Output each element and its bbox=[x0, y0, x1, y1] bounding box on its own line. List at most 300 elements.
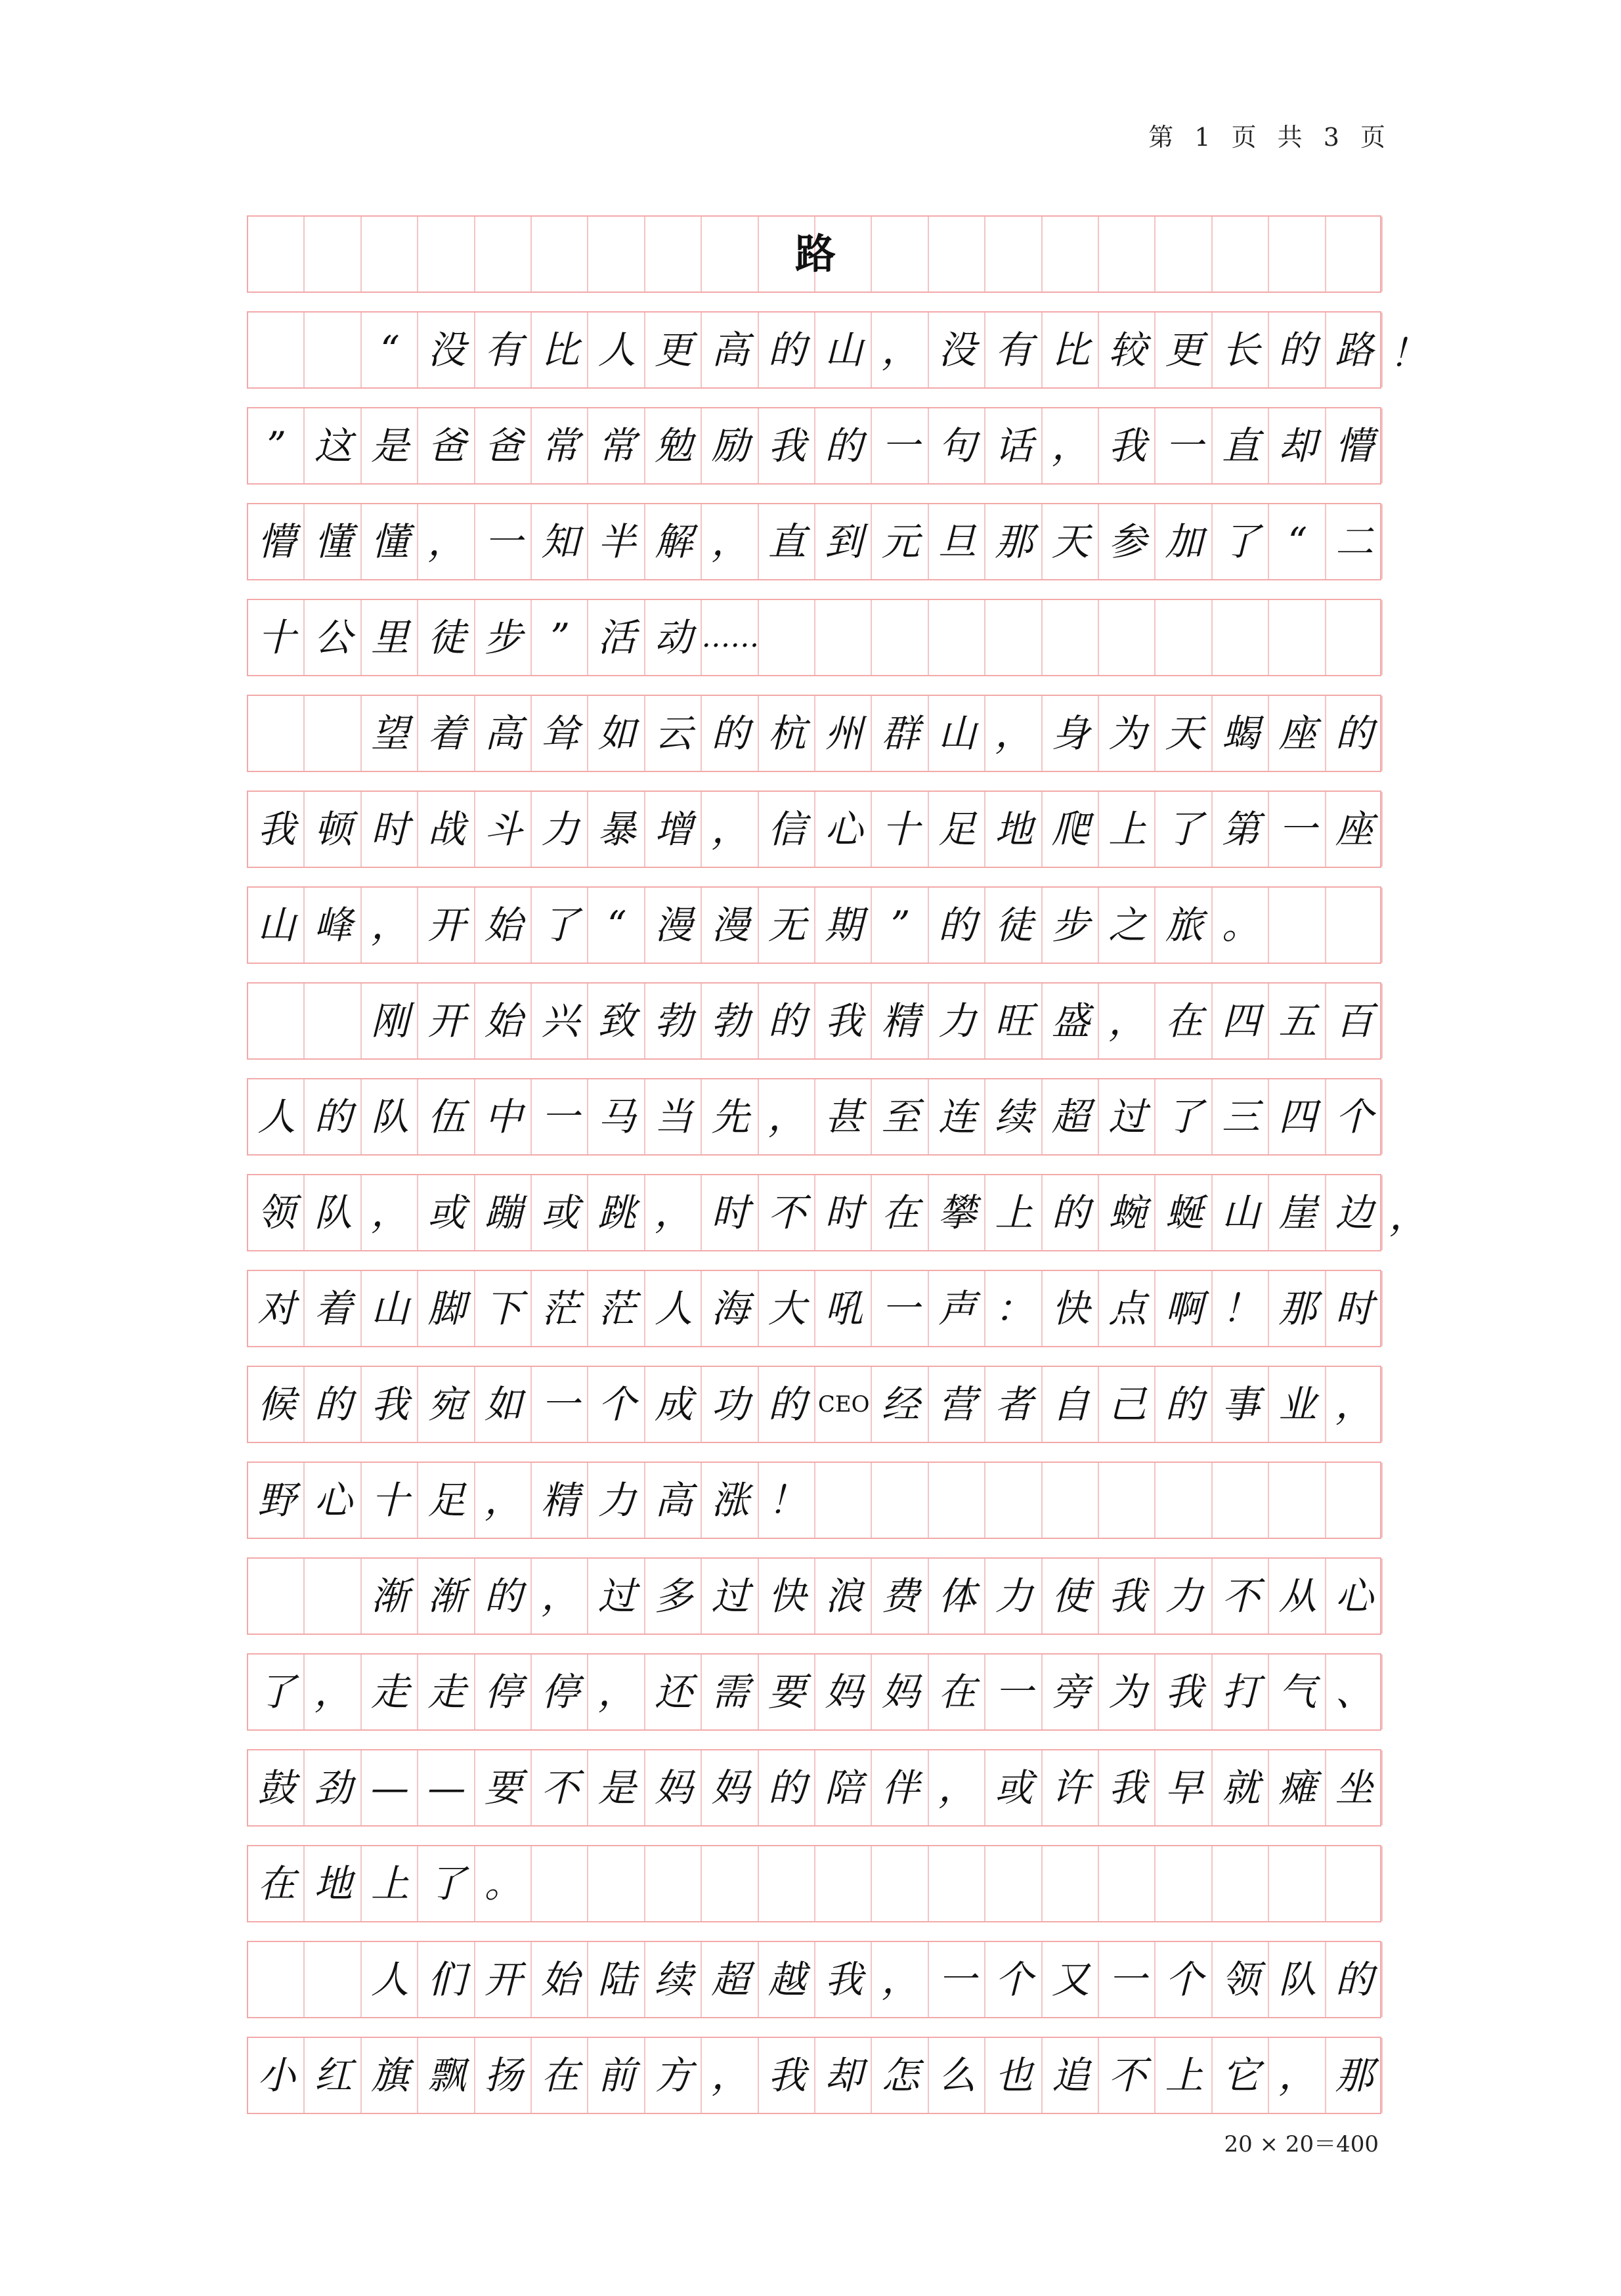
essay-character: 力 bbox=[541, 807, 580, 852]
essay-character: 小 bbox=[257, 2053, 296, 2098]
essay-character: ， bbox=[711, 519, 750, 564]
essay-character: 个 bbox=[1165, 1957, 1203, 2002]
grid-gap bbox=[247, 580, 1381, 599]
essay-character: 它 bbox=[1221, 2053, 1260, 2098]
essay-character: 声 bbox=[938, 1286, 976, 1331]
grid-cell bbox=[305, 217, 361, 292]
essay-character: 漫 bbox=[711, 903, 750, 947]
essay-character: 一 bbox=[1165, 423, 1203, 468]
text-row bbox=[247, 599, 1381, 676]
essay-character: ” bbox=[890, 903, 911, 947]
essay-character: ！ bbox=[767, 1478, 806, 1523]
essay-character: 了 bbox=[257, 1670, 296, 1714]
text-row bbox=[247, 311, 1428, 389]
essay-character: 懵 bbox=[257, 519, 296, 564]
essay-character: 我 bbox=[1108, 423, 1147, 468]
essay-character: ！ bbox=[1389, 331, 1428, 376]
essay-character: 云 bbox=[654, 711, 693, 756]
essay-character: 我 bbox=[767, 2053, 806, 2098]
essay-character: 着 bbox=[427, 711, 466, 756]
grid-cell bbox=[1156, 217, 1212, 292]
essay-character: ， bbox=[767, 1094, 806, 1139]
essay-character: ， bbox=[314, 1670, 353, 1714]
text-row bbox=[247, 503, 1381, 580]
essay-character: 力 bbox=[938, 999, 976, 1043]
essay-character: 有 bbox=[484, 328, 523, 372]
essay-character: 的 bbox=[711, 711, 750, 756]
grid-cell bbox=[1269, 600, 1326, 675]
essay-character: 信 bbox=[767, 807, 806, 852]
essay-character: 还 bbox=[654, 1670, 693, 1714]
grid-cell bbox=[1156, 600, 1212, 675]
essay-character: 妈 bbox=[881, 1670, 920, 1714]
essay-character: 我 bbox=[825, 999, 863, 1043]
grid-paper bbox=[247, 197, 1428, 2108]
essay-title: 路 bbox=[794, 230, 836, 278]
essay-character: 自 bbox=[1051, 1382, 1090, 1427]
essay-character: 懂 bbox=[314, 519, 353, 564]
essay-character: 人 bbox=[597, 328, 636, 372]
essay-character: 蜿 bbox=[1108, 1190, 1147, 1235]
essay-character bbox=[305, 696, 361, 771]
essay-character: 追 bbox=[1051, 2053, 1090, 2098]
essay-character: 为 bbox=[1108, 711, 1147, 756]
essay-character: 始 bbox=[484, 999, 523, 1043]
essay-character: 知 bbox=[541, 519, 580, 564]
essay-character: 们 bbox=[427, 1957, 466, 2002]
essay-character: 停 bbox=[484, 1670, 523, 1714]
essay-character: ， bbox=[654, 1190, 693, 1235]
essay-character: 蜒 bbox=[1165, 1190, 1203, 1235]
grid-gap bbox=[247, 676, 1381, 695]
essay-character: 那 bbox=[1278, 1286, 1317, 1331]
essay-character: 元 bbox=[881, 519, 920, 564]
grid-cell bbox=[1099, 1846, 1156, 1921]
essay-character: 群 bbox=[881, 711, 920, 756]
essay-character: 开 bbox=[427, 903, 466, 947]
essay-character: 爸 bbox=[427, 423, 466, 468]
essay-character: 上 bbox=[1108, 807, 1147, 852]
grid-gap bbox=[247, 1443, 1381, 1462]
essay-character: 经 bbox=[881, 1382, 920, 1427]
essay-character: 着 bbox=[314, 1286, 353, 1331]
essay-character: 旦 bbox=[938, 519, 976, 564]
grid-gap bbox=[247, 2018, 1381, 2037]
essay-character: CEO bbox=[817, 1391, 870, 1418]
essay-character: 也 bbox=[995, 2053, 1033, 2098]
essay-character: ， bbox=[881, 1957, 920, 2002]
essay-character: 费 bbox=[881, 1574, 920, 1618]
essay-character: 这 bbox=[314, 423, 353, 468]
essay-character: ， bbox=[370, 903, 409, 947]
essay-character: — bbox=[427, 1765, 466, 1810]
essay-character: 或 bbox=[995, 1765, 1033, 1810]
essay-character: 不 bbox=[1108, 2053, 1147, 2098]
essay-character: 足 bbox=[938, 807, 976, 852]
essay-character: 三 bbox=[1221, 1094, 1260, 1139]
essay-character: 到 bbox=[825, 519, 863, 564]
grid-gap bbox=[247, 1060, 1381, 1078]
text-row bbox=[247, 1270, 1381, 1347]
essay-character: 点 bbox=[1108, 1286, 1147, 1331]
essay-character: 是 bbox=[370, 423, 409, 468]
grid-cell bbox=[1099, 217, 1156, 292]
essay-character: 勃 bbox=[654, 999, 693, 1043]
essay-character: 望 bbox=[370, 711, 409, 756]
essay-character: 句 bbox=[938, 423, 976, 468]
essay-character: 事 bbox=[1221, 1382, 1260, 1427]
essay-character: 上 bbox=[370, 1861, 409, 1906]
essay-character: 足 bbox=[427, 1478, 466, 1523]
grid-cell bbox=[1156, 1463, 1212, 1538]
essay-character: 的 bbox=[484, 1574, 523, 1618]
essay-character: 了 bbox=[1221, 519, 1260, 564]
essay-character: 早 bbox=[1165, 1765, 1203, 1810]
essay-character: 气 bbox=[1278, 1670, 1317, 1714]
essay-character: 高 bbox=[711, 328, 750, 372]
essay-character: 却 bbox=[1278, 423, 1317, 468]
essay-character: 懂 bbox=[370, 519, 409, 564]
essay-character: 心 bbox=[825, 807, 863, 852]
essay-character: 座 bbox=[1335, 807, 1373, 852]
grid-gap bbox=[247, 1251, 1381, 1270]
grid-gap bbox=[247, 1827, 1381, 1845]
essay-character: 盛 bbox=[1051, 999, 1090, 1043]
essay-character: 一 bbox=[881, 1286, 920, 1331]
essay-character: 马 bbox=[597, 1094, 636, 1139]
essay-character: 伴 bbox=[881, 1765, 920, 1810]
essay-character bbox=[248, 313, 305, 387]
essay-character: 话 bbox=[995, 423, 1033, 468]
essay-character: ， bbox=[541, 1574, 580, 1618]
essay-character: 下 bbox=[484, 1286, 523, 1331]
essay-character: ， bbox=[938, 1765, 976, 1810]
essay-character: 中 bbox=[484, 1094, 523, 1139]
essay-character: 杭 bbox=[767, 711, 806, 756]
essay-character: 功 bbox=[711, 1382, 750, 1427]
essay-character: 身 bbox=[1051, 711, 1090, 756]
essay-character: 攀 bbox=[938, 1190, 976, 1235]
essay-character: 一 bbox=[541, 1094, 580, 1139]
essay-character: 力 bbox=[995, 1574, 1033, 1618]
essay-character: 妈 bbox=[711, 1765, 750, 1810]
essay-character: 蝎 bbox=[1221, 711, 1260, 756]
essay-character bbox=[305, 1559, 361, 1634]
essay-character: 更 bbox=[654, 328, 693, 372]
essay-character: 打 bbox=[1221, 1670, 1260, 1714]
essay-character: 的 bbox=[314, 1382, 353, 1427]
grid-cell bbox=[1269, 1463, 1326, 1538]
grid-gap bbox=[247, 1156, 1381, 1174]
essay-character: 瘫 bbox=[1278, 1765, 1317, 1810]
essay-character: 山 bbox=[938, 711, 976, 756]
essay-character: 旁 bbox=[1051, 1670, 1090, 1714]
grid-cell bbox=[1213, 217, 1269, 292]
essay-character: “ bbox=[380, 328, 400, 372]
essay-character: 鼓 bbox=[257, 1765, 296, 1810]
essay-character: 地 bbox=[995, 807, 1033, 852]
essay-character: 在 bbox=[541, 2053, 580, 2098]
essay-character: 的 bbox=[767, 1382, 806, 1427]
essay-character: 如 bbox=[484, 1382, 523, 1427]
grid-gap bbox=[247, 868, 1381, 886]
essay-character: 里 bbox=[370, 615, 409, 660]
essay-character: 耸 bbox=[541, 711, 580, 756]
essay-character: 使 bbox=[1051, 1574, 1090, 1618]
essay-character: ， bbox=[1335, 1382, 1373, 1427]
grid-cell bbox=[1269, 1846, 1326, 1921]
essay-character: 领 bbox=[257, 1190, 296, 1235]
grid-cell bbox=[1043, 600, 1099, 675]
grid-cell bbox=[1326, 1463, 1383, 1538]
essay-character: 怎 bbox=[881, 2053, 920, 2098]
essay-character: 时 bbox=[370, 807, 409, 852]
grid-gap bbox=[247, 1539, 1381, 1557]
grid-cell bbox=[929, 1846, 985, 1921]
grid-gap bbox=[247, 389, 1381, 407]
essay-character: 心 bbox=[1335, 1574, 1373, 1618]
essay-character: 的 bbox=[1165, 1382, 1203, 1427]
text-row bbox=[247, 791, 1381, 868]
grid-cell bbox=[588, 217, 645, 292]
essay-character: 走 bbox=[370, 1670, 409, 1714]
essay-character: 边 bbox=[1335, 1190, 1373, 1235]
essay-character: 过 bbox=[597, 1574, 636, 1618]
essay-character bbox=[248, 984, 305, 1058]
essay-character: 的 bbox=[938, 903, 976, 947]
essay-character: 。 bbox=[484, 1861, 523, 1906]
essay-character: 己 bbox=[1108, 1382, 1147, 1427]
grid-cell bbox=[929, 1463, 985, 1538]
essay-character: 第 bbox=[1221, 807, 1260, 852]
essay-character: 越 bbox=[767, 1957, 806, 2002]
essay-character bbox=[248, 696, 305, 771]
essay-character: ， bbox=[881, 328, 920, 372]
text-row bbox=[247, 1366, 1381, 1443]
essay-character: 高 bbox=[484, 711, 523, 756]
essay-character: 徒 bbox=[995, 903, 1033, 947]
essay-character: 在 bbox=[1165, 999, 1203, 1043]
essay-character: 扬 bbox=[484, 2053, 523, 2098]
grid-cell bbox=[929, 600, 985, 675]
essay-character: 续 bbox=[995, 1094, 1033, 1139]
essay-character: 开 bbox=[427, 999, 466, 1043]
essay-character: 为 bbox=[1108, 1670, 1147, 1714]
essay-character: 不 bbox=[767, 1190, 806, 1235]
essay-character: 刚 bbox=[370, 999, 409, 1043]
grid-cell bbox=[1043, 217, 1099, 292]
essay-character: ， bbox=[1108, 999, 1147, 1043]
essay-character: 从 bbox=[1278, 1574, 1317, 1618]
essay-character: 了 bbox=[1165, 1094, 1203, 1139]
text-row bbox=[247, 2037, 1381, 2114]
text-row bbox=[247, 1078, 1381, 1156]
essay-character: 么 bbox=[938, 2053, 976, 2098]
essay-character: 一 bbox=[938, 1957, 976, 2002]
text-row bbox=[247, 1749, 1381, 1827]
essay-character: 浪 bbox=[825, 1574, 863, 1618]
essay-character: 时 bbox=[825, 1190, 863, 1235]
essay-character: 心 bbox=[314, 1478, 353, 1523]
essay-character: 队 bbox=[1278, 1957, 1317, 2002]
essay-character: 开 bbox=[484, 1957, 523, 2002]
essay-character: 我 bbox=[370, 1382, 409, 1427]
essay-character: 茫 bbox=[597, 1286, 636, 1331]
text-row bbox=[247, 886, 1381, 964]
essay-character: 的 bbox=[767, 328, 806, 372]
essay-character: 脚 bbox=[427, 1286, 466, 1331]
grid-cell bbox=[872, 1846, 928, 1921]
essay-character: 徒 bbox=[427, 615, 466, 660]
essay-character: 茫 bbox=[541, 1286, 580, 1331]
essay-character: 崖 bbox=[1278, 1190, 1317, 1235]
essay-character: 半 bbox=[597, 519, 636, 564]
grid-cell bbox=[532, 1846, 588, 1921]
essay-character: 或 bbox=[541, 1190, 580, 1235]
grid-cell bbox=[1326, 1846, 1383, 1921]
essay-character: 十 bbox=[370, 1478, 409, 1523]
essay-character: 时 bbox=[711, 1190, 750, 1235]
essay-character: 了 bbox=[1165, 807, 1203, 852]
essay-character: 五 bbox=[1278, 999, 1317, 1043]
grid-cell bbox=[362, 217, 418, 292]
essay-character: 上 bbox=[1165, 2053, 1203, 2098]
grid-cell bbox=[985, 217, 1042, 292]
essay-character: 渐 bbox=[427, 1574, 466, 1618]
essay-character: 成 bbox=[654, 1382, 693, 1427]
essay-character: 之 bbox=[1108, 903, 1147, 947]
grid-cell bbox=[1213, 1846, 1269, 1921]
essay-character: 的 bbox=[314, 1094, 353, 1139]
grid-cell bbox=[1213, 600, 1269, 675]
essay-character: 劲 bbox=[314, 1765, 353, 1810]
grid-cell bbox=[1269, 888, 1326, 963]
essay-character: 一 bbox=[1278, 807, 1317, 852]
grid-gap bbox=[247, 485, 1381, 503]
essay-character: 在 bbox=[257, 1861, 296, 1906]
essay-character: 路 bbox=[1335, 328, 1373, 372]
essay-character: 的 bbox=[767, 1765, 806, 1810]
grid-cell bbox=[475, 217, 532, 292]
essay-character: 比 bbox=[1051, 328, 1090, 372]
essay-character: 就 bbox=[1221, 1765, 1260, 1810]
essay-character: 连 bbox=[938, 1094, 976, 1139]
essay-character: 那 bbox=[995, 519, 1033, 564]
essay-character: 坐 bbox=[1335, 1765, 1373, 1810]
essay-character: 队 bbox=[314, 1190, 353, 1235]
essay-character: 要 bbox=[767, 1670, 806, 1714]
essay-character: 无 bbox=[767, 903, 806, 947]
essay-character bbox=[248, 1942, 305, 2017]
essay-character: 较 bbox=[1108, 328, 1147, 372]
essay-character: 多 bbox=[654, 1574, 693, 1618]
essay-character: 我 bbox=[825, 1957, 863, 2002]
essay-character: 一 bbox=[881, 423, 920, 468]
grid-cell bbox=[1269, 217, 1326, 292]
essay-character: 了 bbox=[427, 1861, 466, 1906]
essay-character: 山 bbox=[1221, 1190, 1260, 1235]
essay-character: 渐 bbox=[370, 1574, 409, 1618]
essay-character: 州 bbox=[825, 711, 863, 756]
essay-character: 的 bbox=[1051, 1190, 1090, 1235]
essay-character: 漫 bbox=[654, 903, 693, 947]
essay-character: 在 bbox=[938, 1670, 976, 1714]
essay-character: 我 bbox=[257, 807, 296, 852]
essay-character: ， bbox=[427, 519, 466, 564]
grid-cell bbox=[759, 600, 815, 675]
essay-character: 一 bbox=[541, 1382, 580, 1427]
essay-character: 个 bbox=[1335, 1094, 1373, 1139]
essay-character: 始 bbox=[541, 1957, 580, 2002]
essay-character: 百 bbox=[1335, 999, 1373, 1043]
essay-character: 要 bbox=[484, 1765, 523, 1810]
grid-cell bbox=[1326, 600, 1383, 675]
grid-cell bbox=[418, 217, 475, 292]
essay-character: 或 bbox=[427, 1190, 466, 1235]
grid-cell bbox=[645, 217, 702, 292]
text-row bbox=[247, 695, 1381, 772]
grid-gap bbox=[247, 772, 1381, 791]
essay-character bbox=[248, 1559, 305, 1634]
text-row bbox=[247, 1845, 1381, 1922]
essay-character: 更 bbox=[1165, 328, 1203, 372]
essay-character: 顿 bbox=[314, 807, 353, 852]
essay-character: 一 bbox=[484, 519, 523, 564]
essay-character: 旅 bbox=[1165, 903, 1203, 947]
essay-character: 一 bbox=[995, 1670, 1033, 1714]
grid-cell bbox=[1156, 1846, 1212, 1921]
essay-character: 十 bbox=[257, 615, 296, 660]
essay-character: 。 bbox=[1221, 903, 1260, 947]
essay-character: 上 bbox=[995, 1190, 1033, 1235]
grid-cell bbox=[872, 600, 928, 675]
essay-character: 直 bbox=[1221, 423, 1260, 468]
essay-character: 快 bbox=[1051, 1286, 1090, 1331]
essay-character: ， bbox=[484, 1478, 523, 1523]
essay-character: 跳 bbox=[597, 1190, 636, 1235]
grid-cell bbox=[929, 217, 985, 292]
essay-character: 超 bbox=[1051, 1094, 1090, 1139]
essay-character: 期 bbox=[825, 903, 863, 947]
essay-character: 增 bbox=[654, 807, 693, 852]
essay-character: ” bbox=[267, 423, 287, 468]
text-row bbox=[247, 982, 1381, 1060]
essay-character: 战 bbox=[427, 807, 466, 852]
essay-character: 精 bbox=[881, 999, 920, 1043]
essay-character: 力 bbox=[597, 1478, 636, 1523]
essay-character: 步 bbox=[1051, 903, 1090, 947]
essay-character: ， bbox=[1278, 2053, 1317, 2098]
essay-character: 人 bbox=[370, 1957, 409, 2002]
essay-character: 了 bbox=[541, 903, 580, 947]
essay-character: 啊 bbox=[1165, 1286, 1203, 1331]
essay-character: 比 bbox=[541, 328, 580, 372]
essay-character: ， bbox=[370, 1190, 409, 1235]
essay-character: 的 bbox=[1335, 1957, 1373, 2002]
essay-character: 领 bbox=[1221, 1957, 1260, 2002]
essay-character: 需 bbox=[711, 1670, 750, 1714]
essay-character: 我 bbox=[767, 423, 806, 468]
essay-character: 个 bbox=[995, 1957, 1033, 2002]
essay-character bbox=[305, 313, 361, 387]
essay-character: 如 bbox=[597, 711, 636, 756]
essay-character: 勃 bbox=[711, 999, 750, 1043]
text-row bbox=[247, 1941, 1381, 2018]
grid-count: 20 × 20＝400 bbox=[1224, 2131, 1379, 2157]
grid-gap bbox=[247, 1922, 1381, 1941]
essay-character: 续 bbox=[654, 1957, 693, 2002]
essay-character: 停 bbox=[541, 1670, 580, 1714]
